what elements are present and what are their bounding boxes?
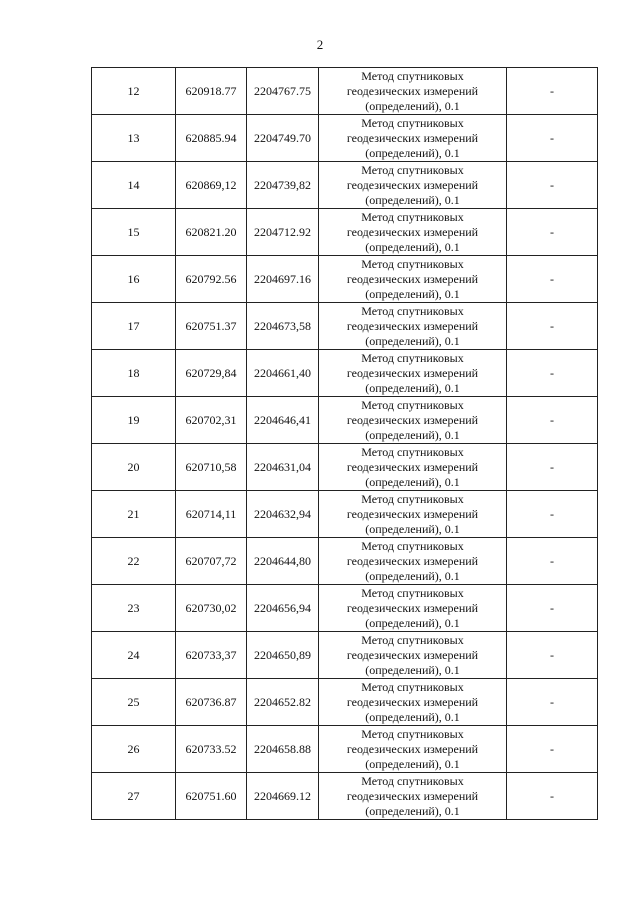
y-coordinate-cell: 2204631,04 xyxy=(247,444,319,491)
x-coordinate-cell: 620885.94 xyxy=(176,115,247,162)
x-coordinate-cell: 620751.37 xyxy=(176,303,247,350)
method-cell xyxy=(319,397,507,444)
description-cell: - xyxy=(507,726,598,773)
method-line-1: Метод спутниковых xyxy=(361,115,464,130)
table-row xyxy=(92,538,598,585)
method-line-1: Метод спутниковых xyxy=(361,303,464,318)
point-number-cell: 21 xyxy=(92,491,176,538)
method-line-2: геодезических измерений xyxy=(346,506,479,521)
description-cell: - xyxy=(507,209,598,256)
table-row xyxy=(92,68,598,115)
method-line-1: Метод спутниковых xyxy=(361,209,464,224)
method-line-1: Метод спутниковых xyxy=(361,68,464,83)
x-coordinate-cell: 620730,02 xyxy=(176,585,247,632)
method-cell xyxy=(319,773,507,820)
description-cell: - xyxy=(507,256,598,303)
method-line-2: геодезических измерений xyxy=(346,647,479,662)
point-number-cell: 13 xyxy=(92,115,176,162)
method-line-2: геодезических измерений xyxy=(346,412,479,427)
method-line-3: (определений), 0.1 xyxy=(365,427,460,442)
table-row xyxy=(92,115,598,162)
method-line-3: (определений), 0.1 xyxy=(365,709,460,724)
method-line-3: (определений), 0.1 xyxy=(365,521,460,536)
method-line-1: Метод спутниковых xyxy=(361,773,464,788)
method-line-1: Метод спутниковых xyxy=(361,397,464,412)
method-line-2: геодезических измерений xyxy=(346,694,479,709)
y-coordinate-cell: 2204673,58 xyxy=(247,303,319,350)
table-row xyxy=(92,209,598,256)
method-line-3: (определений), 0.1 xyxy=(365,286,460,301)
table-row xyxy=(92,303,598,350)
description-cell: - xyxy=(507,115,598,162)
description-cell: - xyxy=(507,679,598,726)
method-line-3: (определений), 0.1 xyxy=(365,239,460,254)
y-coordinate-cell: 2204767.75 xyxy=(247,68,319,115)
method-line-1: Метод спутниковых xyxy=(361,585,464,600)
description-cell: - xyxy=(507,491,598,538)
method-line-2: геодезических измерений xyxy=(346,177,479,192)
method-line-2: геодезических измерений xyxy=(346,459,479,474)
method-cell xyxy=(319,68,507,115)
x-coordinate-cell: 620736.87 xyxy=(176,679,247,726)
method-line-3: (определений), 0.1 xyxy=(365,333,460,348)
point-number-cell: 12 xyxy=(92,68,176,115)
x-coordinate-cell: 620714,11 xyxy=(176,491,247,538)
method-line-3: (определений), 0.1 xyxy=(365,380,460,395)
table-row xyxy=(92,679,598,726)
method-line-1: Метод спутниковых xyxy=(361,538,464,553)
method-line-2: геодезических измерений xyxy=(346,553,479,568)
method-cell xyxy=(319,632,507,679)
y-coordinate-cell: 2204749.70 xyxy=(247,115,319,162)
method-cell xyxy=(319,491,507,538)
method-line-3: (определений), 0.1 xyxy=(365,615,460,630)
method-line-2: геодезических измерений xyxy=(346,83,479,98)
method-line-3: (определений), 0.1 xyxy=(365,803,460,818)
y-coordinate-cell: 2204661,40 xyxy=(247,350,319,397)
method-cell xyxy=(319,209,507,256)
y-coordinate-cell: 2204652.82 xyxy=(247,679,319,726)
method-line-1: Метод спутниковых xyxy=(361,679,464,694)
method-cell xyxy=(319,726,507,773)
x-coordinate-cell: 620707,72 xyxy=(176,538,247,585)
table-row xyxy=(92,585,598,632)
x-coordinate-cell: 620710,58 xyxy=(176,444,247,491)
method-cell xyxy=(319,303,507,350)
y-coordinate-cell: 2204644,80 xyxy=(247,538,319,585)
point-number-cell: 18 xyxy=(92,350,176,397)
table-row xyxy=(92,397,598,444)
table-row xyxy=(92,256,598,303)
coordinates-table xyxy=(91,67,598,820)
x-coordinate-cell: 620792.56 xyxy=(176,256,247,303)
point-number-cell: 14 xyxy=(92,162,176,209)
method-line-1: Метод спутниковых xyxy=(361,256,464,271)
point-number-cell: 16 xyxy=(92,256,176,303)
y-coordinate-cell: 2204632,94 xyxy=(247,491,319,538)
method-cell xyxy=(319,679,507,726)
x-coordinate-cell: 620702,31 xyxy=(176,397,247,444)
method-line-2: геодезических измерений xyxy=(346,224,479,239)
y-coordinate-cell: 2204650,89 xyxy=(247,632,319,679)
y-coordinate-cell: 2204739,82 xyxy=(247,162,319,209)
description-cell: - xyxy=(507,68,598,115)
page-number: 2 xyxy=(316,37,324,52)
method-line-3: (определений), 0.1 xyxy=(365,145,460,160)
method-line-3: (определений), 0.1 xyxy=(365,98,460,113)
x-coordinate-cell: 620751.60 xyxy=(176,773,247,820)
method-line-2: геодезических измерений xyxy=(346,130,479,145)
y-coordinate-cell: 2204658.88 xyxy=(247,726,319,773)
point-number-cell: 24 xyxy=(92,632,176,679)
table-row xyxy=(92,726,598,773)
point-number-cell: 23 xyxy=(92,585,176,632)
x-coordinate-cell: 620729,84 xyxy=(176,350,247,397)
method-line-1: Метод спутниковых xyxy=(361,726,464,741)
description-cell: - xyxy=(507,350,598,397)
y-coordinate-cell: 2204697.16 xyxy=(247,256,319,303)
point-number-cell: 25 xyxy=(92,679,176,726)
description-cell: - xyxy=(507,303,598,350)
point-number-cell: 15 xyxy=(92,209,176,256)
table-row xyxy=(92,632,598,679)
point-number-cell: 27 xyxy=(92,773,176,820)
point-number-cell: 17 xyxy=(92,303,176,350)
method-cell xyxy=(319,115,507,162)
table-row xyxy=(92,444,598,491)
method-cell xyxy=(319,350,507,397)
x-coordinate-cell: 620733.52 xyxy=(176,726,247,773)
table-row xyxy=(92,773,598,820)
method-line-1: Метод спутниковых xyxy=(361,491,464,506)
description-cell: - xyxy=(507,773,598,820)
x-coordinate-cell: 620918.77 xyxy=(176,68,247,115)
method-line-2: геодезических измерений xyxy=(346,365,479,380)
method-line-2: геодезических измерений xyxy=(346,788,479,803)
method-line-1: Метод спутниковых xyxy=(361,162,464,177)
method-line-3: (определений), 0.1 xyxy=(365,568,460,583)
description-cell: - xyxy=(507,632,598,679)
description-cell: - xyxy=(507,444,598,491)
point-number-cell: 19 xyxy=(92,397,176,444)
method-cell xyxy=(319,585,507,632)
method-line-1: Метод спутниковых xyxy=(361,632,464,647)
method-line-3: (определений), 0.1 xyxy=(365,474,460,489)
x-coordinate-cell: 620869,12 xyxy=(176,162,247,209)
description-cell: - xyxy=(507,585,598,632)
method-cell xyxy=(319,538,507,585)
y-coordinate-cell: 2204669.12 xyxy=(247,773,319,820)
method-line-2: геодезических измерений xyxy=(346,741,479,756)
y-coordinate-cell: 2204656,94 xyxy=(247,585,319,632)
method-line-2: геодезических измерений xyxy=(346,271,479,286)
method-line-1: Метод спутниковых xyxy=(361,444,464,459)
method-cell xyxy=(319,162,507,209)
table-row xyxy=(92,162,598,209)
method-line-2: геодезических измерений xyxy=(346,600,479,615)
y-coordinate-cell: 2204712.92 xyxy=(247,209,319,256)
y-coordinate-cell: 2204646,41 xyxy=(247,397,319,444)
description-cell: - xyxy=(507,162,598,209)
method-line-3: (определений), 0.1 xyxy=(365,756,460,771)
x-coordinate-cell: 620821.20 xyxy=(176,209,247,256)
point-number-cell: 26 xyxy=(92,726,176,773)
table-row xyxy=(92,350,598,397)
description-cell: - xyxy=(507,397,598,444)
method-line-1: Метод спутниковых xyxy=(361,350,464,365)
point-number-cell: 22 xyxy=(92,538,176,585)
x-coordinate-cell: 620733,37 xyxy=(176,632,247,679)
method-line-2: геодезических измерений xyxy=(346,318,479,333)
method-cell xyxy=(319,444,507,491)
table-row xyxy=(92,491,598,538)
method-cell xyxy=(319,256,507,303)
point-number-cell: 20 xyxy=(92,444,176,491)
method-line-3: (определений), 0.1 xyxy=(365,662,460,677)
method-line-3: (определений), 0.1 xyxy=(365,192,460,207)
description-cell: - xyxy=(507,538,598,585)
